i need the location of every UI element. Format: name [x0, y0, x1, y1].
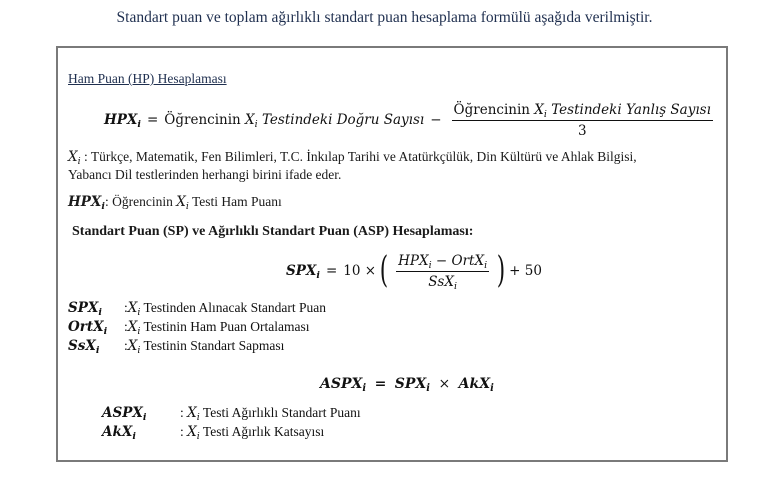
ortx-definition: OrtX$_i$ $:X_i$ Testinin Ham Puan Ortalaması: [68, 319, 310, 337]
spx-definition: $SPX_i$ $:X_i$ Testinden Alınacak Standart Puan: [68, 300, 326, 318]
fraction-numerator: Öğrencinin $X_i$ Testindeki Yanlış Sayısı: [453, 101, 711, 120]
spx-symbol: $SPX_i$: [286, 263, 320, 281]
left-paren: (: [379, 250, 389, 291]
times-sign: ×: [438, 376, 451, 392]
definition-key: OrtX$_i$: [68, 319, 108, 337]
asp-formula: [320, 376, 494, 392]
definition-key: $ASPX_i$: [102, 405, 147, 423]
hpx-definition: $HPX_i$: Öğrencinin $X_i$ Testi Ham Puanı: [68, 194, 282, 212]
equals-sign: =: [374, 376, 387, 392]
sp-section-title: Standart Puan (SP) ve Ağırlıklı Standart Puan (ASP) Hesaplaması:: [72, 224, 474, 239]
factor-term: 10 ×: [343, 263, 377, 279]
wrong-count-fraction: [452, 102, 713, 139]
hp-formula: [104, 100, 717, 140]
hpx-symbol: $HPX_i$: [104, 112, 141, 130]
akx-definition: AkX$_i$ : $X_i$ Testi Ağırlık Katsayısı: [102, 424, 325, 442]
spx-symbol: $SPX_i$: [394, 376, 430, 394]
definition-key: SsX$_i$: [68, 338, 100, 356]
correct-count-term: Öğrencinin $X_i$ Testindeki Doğru Sayısı: [164, 112, 425, 130]
definition-key: AkX$_i$: [102, 424, 136, 442]
sp-fraction: [396, 253, 489, 290]
sp-formula: [286, 248, 542, 294]
intro-text: Standart puan ve toplam ağırlıklı standart puan hesaplama formülü aşağıda verilmiştir.: [116, 9, 653, 26]
equals-sign: =: [146, 112, 159, 128]
formula-box: [56, 46, 728, 462]
equals-sign: =: [325, 263, 338, 279]
ssx-definition: SsX$_i$ $:X_i$ Testinin Standart Sapması: [68, 338, 285, 356]
fraction-denominator: 3: [577, 122, 587, 139]
fraction-denominator: SsX$_i$: [428, 273, 458, 292]
fraction-numerator: $HPX_i$ − OrtX$_i$: [398, 252, 488, 271]
xi-definition: $X_i$ : Türkçe, Matematik, Fen Bilimleri, T.C. İnkılap Tarihi ve Atatürkçülük, Din Kültürü ve Ahlak Bilgisi, Yabancı Dil testlerinden herhangi birini ifade eder.: [68, 149, 637, 182]
aspx-definition: $ASPX_i$ : $X_i$ Testi Ağırlıklı Standart Puanı: [102, 405, 361, 423]
right-paren: ): [496, 250, 506, 291]
definition-key: $SPX_i$: [68, 300, 102, 318]
akx-symbol: AkX$_i$: [458, 376, 494, 394]
aspx-symbol: $ASPX_i$: [320, 376, 367, 394]
hp-section-title: Ham Puan (HP) Hesaplaması: [68, 71, 227, 86]
plus-term: + 50: [509, 263, 542, 279]
minus-sign: −: [430, 112, 442, 128]
